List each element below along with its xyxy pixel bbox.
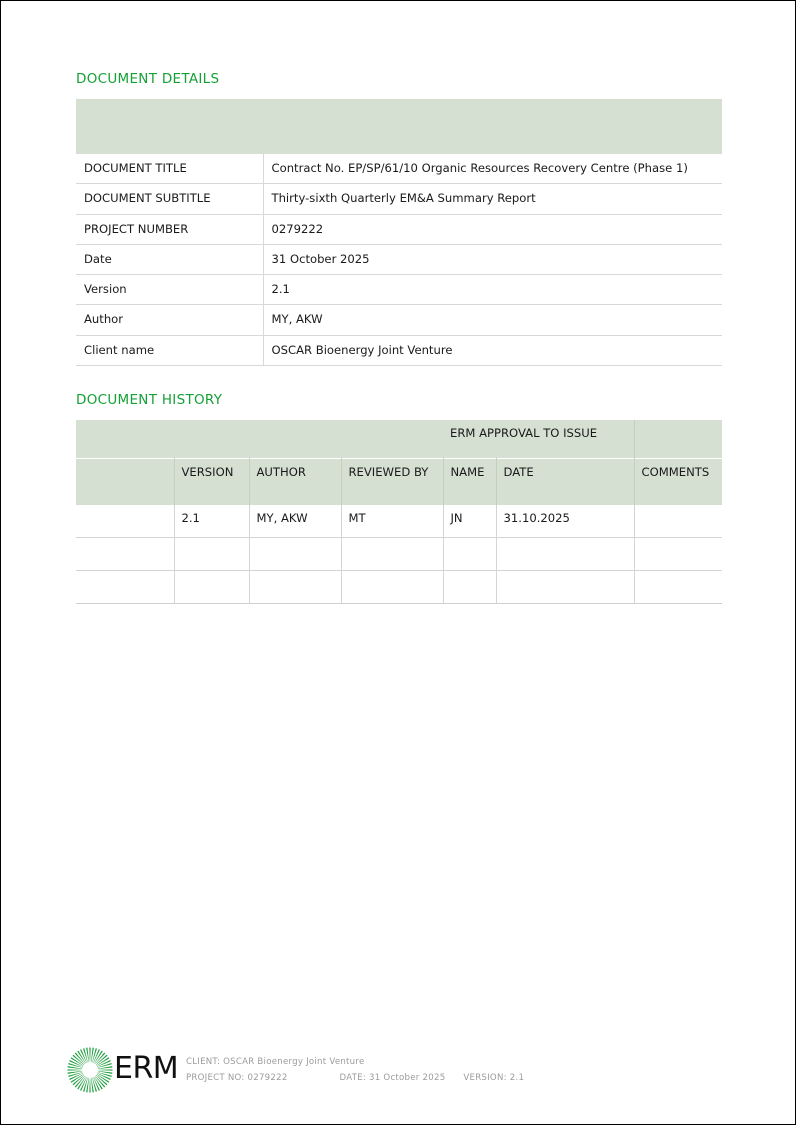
table-row [76, 154, 722, 184]
table-row [76, 335, 722, 365]
table-row [76, 538, 722, 571]
footer-version: VERSION: 2.1 [463, 1072, 525, 1083]
history-cell-reviewed-by: MT [341, 505, 443, 538]
history-col-name: NAME [443, 459, 496, 506]
history-col-comments: COMMENTS [634, 459, 722, 506]
history-cell-date: 31.10.2025 [496, 505, 634, 538]
details-value: OSCAR Bioenergy Joint Venture [263, 335, 722, 365]
details-label: Author [76, 305, 263, 335]
history-cell-version: 2.1 [174, 505, 249, 538]
history-cell-name: JN [443, 505, 496, 538]
history-col-reviewed-by: REVIEWED BY [341, 459, 443, 506]
history-cell-version [174, 538, 249, 571]
history-cell-comments [634, 538, 722, 571]
table-row [76, 184, 722, 214]
details-value: Thirty-sixth Quarterly EM&A Summary Report [263, 184, 722, 214]
details-label: Version [76, 275, 263, 305]
history-col-date: DATE [496, 459, 634, 506]
footer-client-line: CLIENT: OSCAR Bioenergy Joint Venture [186, 1057, 365, 1067]
details-band-left-cell [76, 99, 263, 154]
document-history-table [76, 420, 722, 604]
history-cell-author: MY, AKW [249, 505, 341, 538]
history-cell-reviewed-by [341, 538, 443, 571]
footer-project-line [186, 1071, 524, 1087]
table-row [76, 244, 722, 274]
details-label: Client name [76, 335, 263, 365]
document-details-heading: DOCUMENT DETAILS [76, 71, 220, 87]
history-cell-reviewed-by [341, 571, 443, 604]
document-history-heading: DOCUMENT HISTORY [76, 392, 223, 409]
details-value: 31 October 2025 [263, 244, 722, 274]
footer-meta [186, 1055, 524, 1087]
document-details-table [76, 99, 722, 366]
table-row [76, 275, 722, 305]
details-label: DOCUMENT SUBTITLE [76, 184, 263, 214]
history-cell-version [174, 571, 249, 604]
details-label: DOCUMENT TITLE [76, 154, 263, 184]
history-cell-name [443, 571, 496, 604]
history-group-header-approval: ERM APPROVAL TO ISSUE [443, 420, 634, 459]
history-cell-date [496, 538, 634, 571]
details-band-right-cell [263, 99, 722, 154]
erm-wordmark: ERM [114, 1051, 179, 1086]
history-col-version: VERSION [174, 459, 249, 506]
history-cell-date [496, 571, 634, 604]
history-cell-author [249, 538, 341, 571]
history-group-header-blank [76, 420, 443, 459]
details-value: 2.1 [263, 275, 722, 305]
details-value: MY, AKW [263, 305, 722, 335]
page-content [76, 71, 722, 604]
details-value: Contract No. EP/SP/61/10 Organic Resources Recovery Centre (Phase 1) [263, 154, 722, 184]
details-table-header-band [76, 99, 722, 154]
page-footer [67, 1045, 727, 1097]
history-cell-blank [76, 505, 174, 538]
history-cell-blank [76, 571, 174, 604]
details-value: 0279222 [263, 214, 722, 244]
details-label: Date [76, 244, 263, 274]
details-label: PROJECT NUMBER [76, 214, 263, 244]
erm-sunburst-logo-icon [67, 1047, 113, 1093]
history-col-author: AUTHOR [249, 459, 341, 506]
footer-date: DATE: 31 October 2025 [339, 1072, 446, 1083]
table-row [76, 305, 722, 335]
history-cell-blank [76, 538, 174, 571]
footer-project-no: PROJECT NO: 0279222 [186, 1072, 288, 1083]
history-cell-author [249, 571, 341, 604]
table-row [76, 505, 722, 538]
history-group-header-trailing [634, 420, 722, 459]
history-cell-comments [634, 571, 722, 604]
table-row [76, 571, 722, 604]
history-cell-name [443, 538, 496, 571]
history-column-header-row [76, 459, 722, 506]
history-group-header-row [76, 420, 722, 459]
table-row [76, 214, 722, 244]
history-cell-comments [634, 505, 722, 538]
history-col-blank [76, 459, 174, 506]
